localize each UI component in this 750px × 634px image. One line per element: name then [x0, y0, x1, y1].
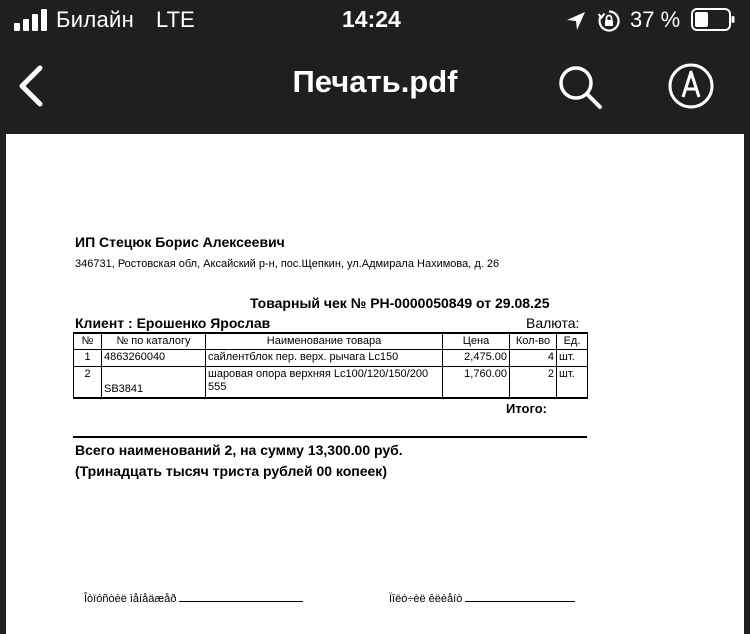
status-bar: [0, 0, 750, 42]
row-qty: 4: [510, 350, 557, 367]
page-title: Печать.pdf: [292, 64, 458, 99]
signature-line: [465, 592, 575, 602]
table-row: [74, 350, 588, 367]
row-name: сайлентблок пер. верх. рычага Lc150: [206, 350, 443, 367]
header-num: №: [74, 333, 102, 350]
row-catalog: SB3841: [102, 367, 206, 398]
signature-received: [389, 592, 575, 605]
divider: [73, 436, 587, 438]
seller-address: 346731, Ростовская обл, Аксайский р-н, пос.Щепкин, ул.Адмирала Нахимова, д. 26: [75, 258, 500, 270]
nav-bar: [0, 42, 750, 130]
receipt-title: Товарный чек № РН-0000050849 от 29.08.25: [250, 295, 550, 311]
row-num: 1: [74, 350, 102, 367]
summary-words: (Тринадцать тысяч триста рублей 00 копеек): [75, 463, 387, 479]
total-label: Итого:: [506, 401, 547, 416]
battery-percent: 37 %: [630, 7, 681, 32]
client-name: Клиент : Ерошенко Ярослав: [75, 315, 271, 331]
items-table: [73, 332, 588, 399]
header-catalog: № по каталогу: [102, 333, 206, 350]
orientation-lock-icon: [597, 9, 621, 33]
header-qty: Кол-во: [510, 333, 557, 350]
signal-icon: [14, 9, 48, 31]
battery-icon: [691, 8, 735, 31]
summary-line: Всего наименований 2, на сумму 13,300.00 руб.: [75, 442, 403, 458]
carrier-name: Билайн: [56, 7, 135, 32]
header-unit: Ед.: [557, 333, 588, 350]
seller-name: ИП Стецюк Борис Алексеевич: [75, 234, 285, 250]
signature-released-label: Îòïóñòèë ìåíåäæåð: [84, 593, 177, 605]
header-name: Наименование товара: [206, 333, 443, 350]
row-price: 1,760.00: [443, 367, 510, 398]
markup-pen-icon[interactable]: [666, 61, 716, 111]
row-num: 2: [74, 367, 102, 398]
pdf-page: [6, 134, 744, 634]
signature-line: [179, 592, 303, 602]
network-type: LTE: [156, 7, 195, 32]
row-unit: шт.: [557, 350, 588, 367]
table-row: [74, 367, 588, 398]
row-name: шаровая опора верхняя Lc100/120/150/200 555: [206, 367, 443, 398]
clock: 14:24: [342, 6, 401, 32]
row-price: 2,475.00: [443, 350, 510, 367]
row-catalog: 4863260040: [102, 350, 206, 367]
location-arrow-icon: [566, 11, 586, 31]
signature-released: [84, 592, 303, 605]
table-header-row: [74, 333, 588, 350]
row-qty: 2: [510, 367, 557, 398]
header-price: Цена: [443, 333, 510, 350]
row-unit: шт.: [557, 367, 588, 398]
currency-label: Валюта:: [526, 315, 580, 331]
signature-received-label: Ïîëó÷èë êëèåíò: [389, 593, 463, 605]
search-icon[interactable]: [556, 63, 604, 111]
